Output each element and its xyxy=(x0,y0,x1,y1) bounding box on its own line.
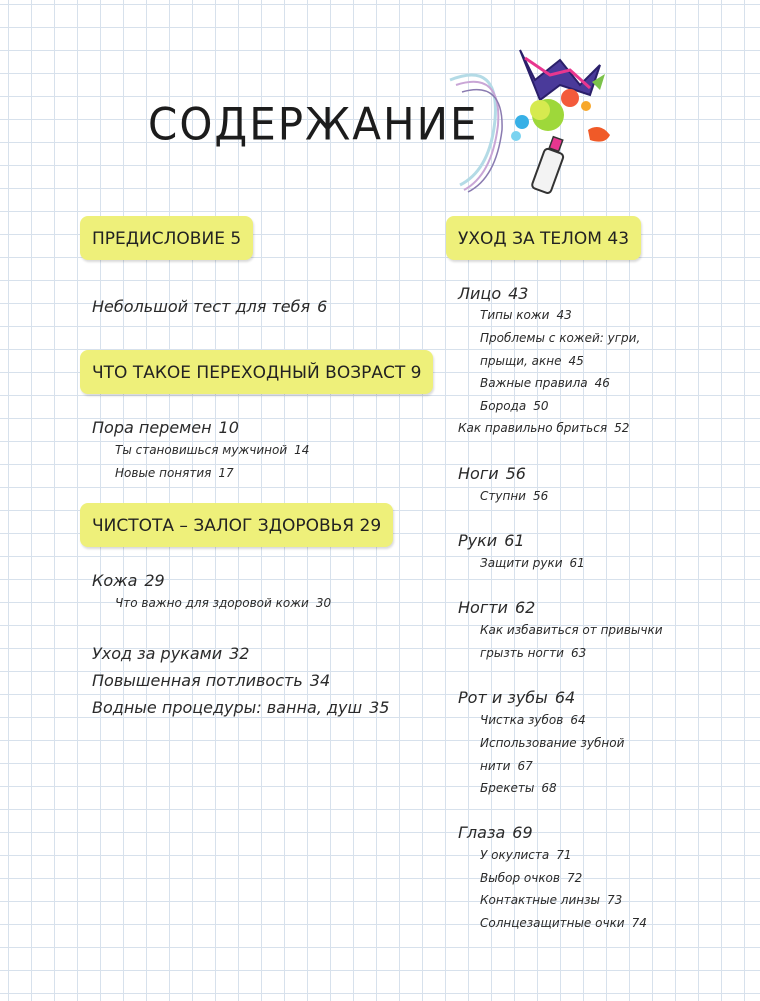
toc-entry[interactable]: Небольшой тест для тебя 6 xyxy=(92,297,328,316)
toc-subentry[interactable]: Защити руки 61 xyxy=(480,556,585,570)
toc-subentry[interactable]: Ступни 56 xyxy=(480,489,549,503)
toc-subentry[interactable]: Как избавиться от привычки xyxy=(480,623,663,637)
toc-entry[interactable]: Уход за руками 32 xyxy=(92,644,250,663)
toc-subentry[interactable]: Важные правила 46 xyxy=(480,376,610,390)
toc-entry[interactable]: Повышенная потливость 34 xyxy=(92,671,331,690)
section-cleanliness[interactable]: ЧИСТОТА – ЗАЛОГ ЗДОРОВЬЯ 29 xyxy=(80,503,393,547)
toc-entry[interactable]: Кожа 29 xyxy=(92,571,165,590)
toc-entry[interactable]: Лицо 43 xyxy=(458,284,529,303)
toc-subentry[interactable]: прыщи, акне 45 xyxy=(480,354,584,368)
toc-subentry[interactable]: Борода 50 xyxy=(480,399,549,413)
toc-subentry[interactable]: Брекеты 68 xyxy=(480,781,557,795)
section-body-care[interactable]: УХОД ЗА ТЕЛОМ 43 xyxy=(446,216,641,260)
toc-subentry[interactable]: Как правильно бриться 52 xyxy=(458,421,630,435)
toc-subentry[interactable]: Что важно для здоровой кожи 30 xyxy=(115,596,332,610)
toc-subentry[interactable]: нити 67 xyxy=(480,759,533,773)
toc-subentry[interactable]: Солнцезащитные очки 74 xyxy=(480,916,647,930)
toc-subentry[interactable]: грызть ногти 63 xyxy=(480,646,587,660)
section-foreword[interactable]: ПРЕДИСЛОВИЕ 5 xyxy=(80,216,253,260)
toc-subentry[interactable]: Проблемы с кожей: угри, xyxy=(480,331,641,345)
toc-subentry[interactable]: Новые понятия 17 xyxy=(115,466,234,480)
toc-subentry[interactable]: У окулиста 71 xyxy=(480,848,572,862)
toc-subentry[interactable]: Контактные линзы 73 xyxy=(480,893,623,907)
toc-subentry[interactable]: Типы кожи 43 xyxy=(480,308,572,322)
toc-entry[interactable]: Ноги 56 xyxy=(458,464,526,483)
toc-subentry[interactable]: Ты становишься мужчиной 14 xyxy=(115,443,310,457)
toc-entry[interactable]: Водные процедуры: ванна, душ 35 xyxy=(92,698,390,717)
toc-subentry[interactable]: Выбор очков 72 xyxy=(480,871,583,885)
section-puberty[interactable]: ЧТО ТАКОЕ ПЕРЕХОДНЫЙ ВОЗРАСТ 9 xyxy=(80,350,433,394)
paint-splash-and-spray-can-icon xyxy=(440,40,620,200)
toc-entry[interactable]: Руки 61 xyxy=(458,531,525,550)
page-title: СОДЕРЖАНИЕ xyxy=(148,98,479,151)
toc-entry[interactable]: Ногти 62 xyxy=(458,598,536,617)
toc-entry[interactable]: Пора перемен 10 xyxy=(92,418,239,437)
toc-subentry[interactable]: Использование зубной xyxy=(480,736,625,750)
toc-subentry[interactable]: Чистка зубов 64 xyxy=(480,713,586,727)
toc-entry[interactable]: Рот и зубы 64 xyxy=(458,688,576,707)
toc-entry[interactable]: Глаза 69 xyxy=(458,823,533,842)
